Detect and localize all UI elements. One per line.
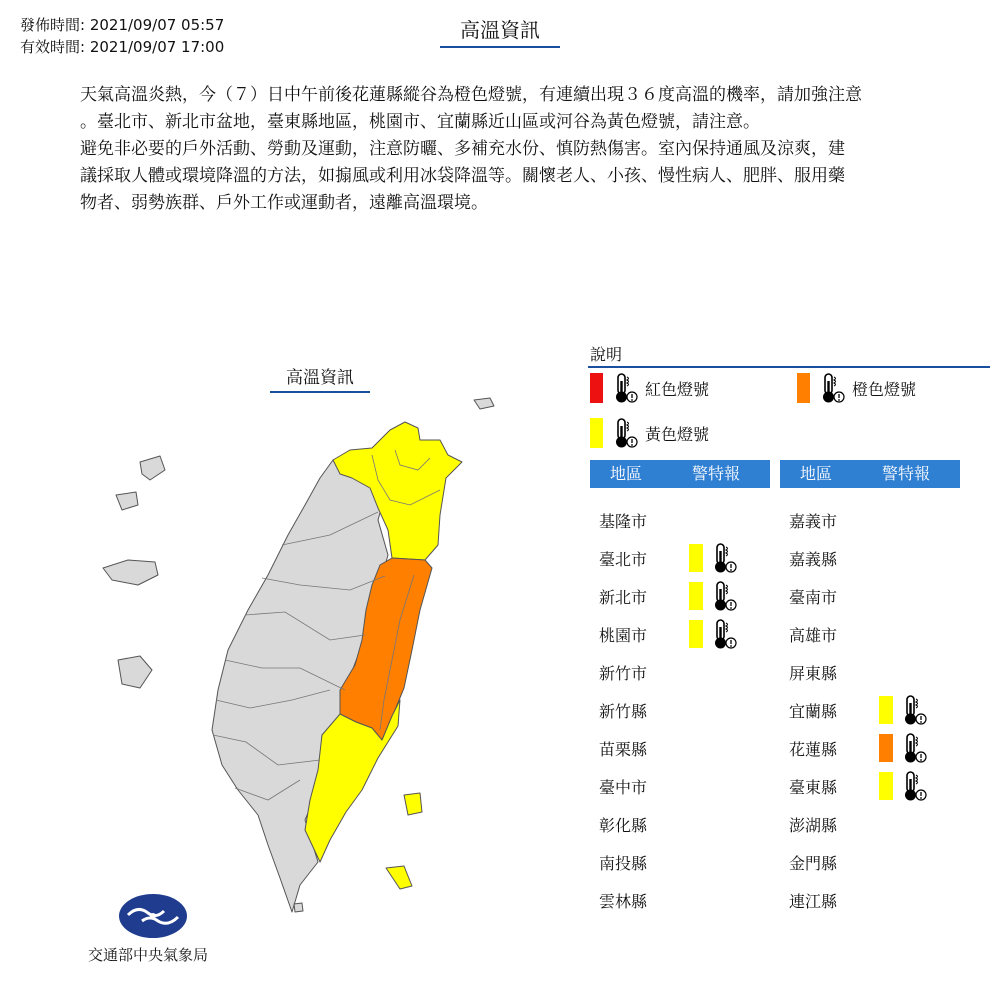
region-name: 新北市 [599,587,648,607]
yellow-swatch [689,582,703,610]
map-island-turtle [474,398,494,409]
map-island-penghu-c [103,560,158,585]
description-line: 避免非必要的戶外活動、勞動及運動，注意防曬、多補充水份、慎防熱傷害。室內保持通風及涼爽，建 [80,139,845,159]
region-name: 桃園市 [599,625,648,645]
yellow-swatch [879,772,893,800]
region-name: 花蓮縣 [789,739,838,759]
cwb-logo [118,893,188,939]
map-island-penghu-a [140,456,165,480]
thermometer-warning-icon [708,618,738,650]
warning-indicator [689,618,738,650]
yellow-swatch [879,696,893,724]
legend-orange [797,372,916,404]
table-row [789,581,879,611]
table-row [599,505,689,535]
thermometer-warning-icon [609,372,639,404]
map-island-orchid [386,866,412,889]
map-island-penghu-b [116,492,138,510]
legend-red-label: 紅色燈號 [645,379,710,399]
yellow-swatch [590,418,603,448]
table-row [599,771,689,801]
orange-swatch [879,734,893,762]
header-region: 地區 [609,464,642,483]
region-name: 臺東縣 [789,777,838,797]
table-row [599,695,689,725]
legend-title: 說明 [590,345,623,364]
yellow-swatch [689,544,703,572]
table-row [599,657,689,687]
region-name: 雲林縣 [599,891,648,911]
region-name: 宜蘭縣 [789,701,838,721]
warning-indicator [879,732,928,764]
table-row [599,543,738,573]
region-name: 南投縣 [599,853,648,873]
region-name: 臺北市 [599,549,648,569]
agency-name: 交通部中央氣象局 [88,946,209,964]
thermometer-warning-icon [708,542,738,574]
region-name: 新竹市 [599,663,648,683]
region-name: 新竹縣 [599,701,648,721]
legend-yellow [590,417,709,449]
table-row [599,581,738,611]
legend-yellow-label: 黃色燈號 [645,424,710,444]
map-island-green [404,793,422,815]
yellow-swatch [689,620,703,648]
orange-swatch [797,373,810,403]
table-row [789,695,928,725]
table-row [789,809,879,839]
region-name: 澎湖縣 [789,815,838,835]
region-name: 彰化縣 [599,815,648,835]
table-row [599,809,689,839]
warning-description [80,82,920,217]
table-row [599,847,689,877]
legend-red [590,372,709,404]
thermometer-warning-icon [708,580,738,612]
region-name: 高雄市 [789,625,838,645]
region-name: 苗栗縣 [599,739,648,759]
table-header-left [590,460,770,488]
valid-time: 有效時間: 2021/09/07 17:00 [20,38,225,56]
table-row [599,619,738,649]
table-row [789,505,879,535]
table-row [599,885,689,915]
thermometer-warning-icon [898,694,928,726]
table-row [789,619,879,649]
header-warning: 警特報 [881,464,930,483]
warning-indicator [689,542,738,574]
table-row [789,657,879,687]
region-name: 屏東縣 [789,663,838,683]
table-row [789,543,879,573]
issue-time: 發佈時間: 2021/09/07 05:57 [20,16,225,34]
table-row [789,885,879,915]
thermometer-warning-icon [609,417,639,449]
table-row [789,733,928,763]
region-name: 嘉義市 [789,511,838,531]
description-line: 。臺北市、新北市盆地，臺東縣地區，桃園市、宜蘭縣近山區或河谷為黃色燈號，請注意。 [80,112,760,132]
table-row [789,771,928,801]
map-island-liuqiu [294,903,303,912]
thermometer-warning-icon [898,770,928,802]
page-title: 高溫資訊 [440,16,560,48]
region-name: 基隆市 [599,511,648,531]
thermometer-warning-icon [898,732,928,764]
warning-indicator [879,694,928,726]
warning-indicator [879,770,928,802]
header-warning: 警特報 [691,464,740,483]
red-swatch [590,373,603,403]
table-row [599,733,689,763]
region-name: 連江縣 [789,891,838,911]
region-name: 金門縣 [789,853,838,873]
thermometer-warning-icon [816,372,846,404]
region-name: 臺南市 [789,587,838,607]
region-name: 臺中市 [599,777,648,797]
description-line: 議採取人體或環境降溫的方法，如搧風或利用冰袋降溫等。關懷老人、小孩、慢性病人、肥胖、服用藥 [80,166,845,186]
map-title: 高溫資訊 [270,366,370,393]
description-line: 天氣高溫炎熱，今（７）日中午前後花蓮縣縱谷為橙色燈號，有連續出現３６度高溫的機率，請加強注意 [80,85,862,105]
warning-indicator [689,580,738,612]
header-region: 地區 [799,464,832,483]
region-name: 嘉義縣 [789,549,838,569]
issue-info [20,14,224,58]
description-line: 物者、弱勢族群、戶外工作或運動者，遠離高溫環境。 [80,193,488,213]
legend-orange-label: 橙色燈號 [852,379,917,399]
map-island-kinmen [118,656,152,688]
legend-divider [588,366,990,368]
table-header-right [780,460,960,488]
taiwan-map [95,385,515,925]
table-row [789,847,879,877]
